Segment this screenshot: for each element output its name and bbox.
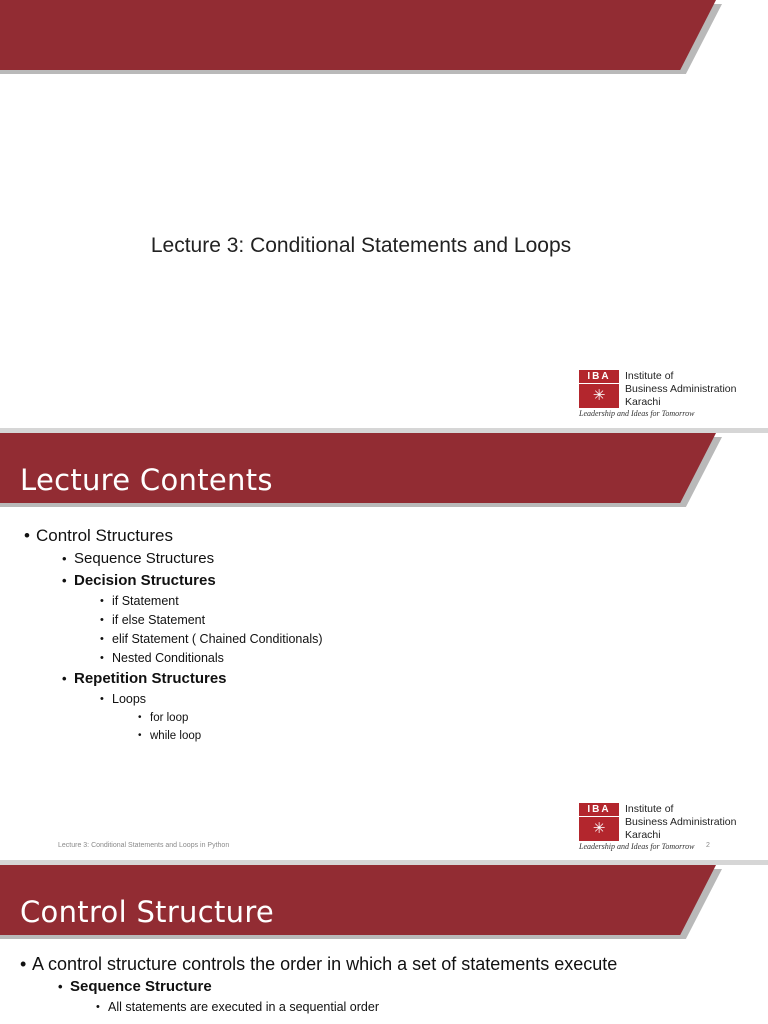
list-item: • if else Statement	[100, 613, 206, 627]
list-item-label: Sequence Structure	[70, 978, 212, 995]
list-item-label: Control Structures	[36, 526, 173, 545]
list-item: • while loop	[138, 730, 202, 742]
list-item: • A control structure controls the order in which a set of statements execute • Sequence Structure • All statements are executed in a sequential order	[20, 952, 617, 1017]
page-number: 2	[706, 842, 710, 849]
list-item-label: Decision Structures	[74, 572, 216, 589]
logo-abbr: IBA	[587, 371, 611, 382]
logo-tagline: Leadership and Ideas for Tomorrow	[579, 842, 695, 851]
slide-footer: Lecture 3: Conditional Statements and Loops in Python	[58, 842, 230, 849]
iba-logo-mark	[579, 803, 619, 841]
list-item-label: Repetition Structures	[74, 670, 227, 687]
logo-line-1: Institute of	[625, 803, 674, 815]
logo-line-3: Karachi	[625, 396, 661, 408]
list-item: • Sequence Structures	[62, 550, 215, 567]
list-item-label: A control structure controls the order in which a set of statements execute	[32, 954, 618, 974]
lecture-title: Lecture 3: Conditional Statements and Loops	[150, 234, 572, 257]
iba-logo-mark	[579, 370, 619, 408]
logo-line-1: Institute of	[625, 370, 674, 382]
list-item: • elif Statement ( Chained Conditionals)	[100, 632, 323, 646]
list-item: • Sequence Structure • All statements are executed in a sequential order	[58, 976, 617, 1017]
list-item: • Decision Structures • if Statement • if else Statement • elif Statement ( Chained Conditionals) • Nested Conditionals	[62, 570, 323, 668]
logo-text	[625, 370, 736, 409]
logo-line-2: Business Administration	[625, 383, 737, 395]
list-item-label: for loop	[150, 712, 189, 724]
control-structure-list	[20, 952, 617, 1017]
logo-abbr: IBA	[587, 804, 611, 815]
slide-title	[0, 0, 768, 428]
list-item: • for loop	[138, 712, 189, 724]
list-item-label: Sequence Structures	[74, 550, 215, 567]
list-item-label: while loop	[150, 730, 202, 742]
iba-logo	[579, 803, 759, 853]
list-item-label: if Statement	[112, 594, 179, 608]
list-item-label: All statements are executed in a sequential order	[108, 1000, 379, 1014]
title-banner	[0, 0, 716, 70]
list-item: • All statements are executed in a sequential order	[96, 1000, 379, 1014]
iba-logo	[579, 370, 759, 420]
slide-control-structure	[0, 865, 768, 1024]
list-item-label: elif Statement ( Chained Conditionals)	[112, 632, 323, 646]
list-item: • Loops • for loop • while loop	[100, 690, 323, 745]
contents-list	[24, 524, 323, 745]
list-item: • if Statement	[100, 594, 179, 608]
slide-title: Lecture Contents	[20, 463, 273, 497]
list-item: • Repetition Structures • Loops • for loop • while loop	[62, 668, 323, 745]
logo-text	[625, 803, 736, 842]
logo-emblem-icon: ✳	[592, 819, 606, 837]
list-item-label: Nested Conditionals	[112, 651, 224, 665]
slide-contents	[0, 433, 768, 860]
list-item-label: if else Statement	[112, 613, 206, 627]
logo-line-3: Karachi	[625, 829, 661, 841]
slide-title: Control Structure	[20, 895, 275, 929]
logo-emblem-icon: ✳	[592, 386, 606, 404]
logo-tagline: Leadership and Ideas for Tomorrow	[579, 409, 695, 418]
list-item: • Nested Conditionals	[100, 651, 224, 665]
list-item-label: Loops	[112, 692, 147, 706]
list-item: • Control Structures • Sequence Structures • Decision Structures • if Statement • if else Statement • elif Statement ( Chained Conditionals) • Nested Conditionals • Repetition Structures • Loops • for loop • while loop	[24, 524, 323, 745]
logo-line-2: Business Administration	[625, 816, 737, 828]
